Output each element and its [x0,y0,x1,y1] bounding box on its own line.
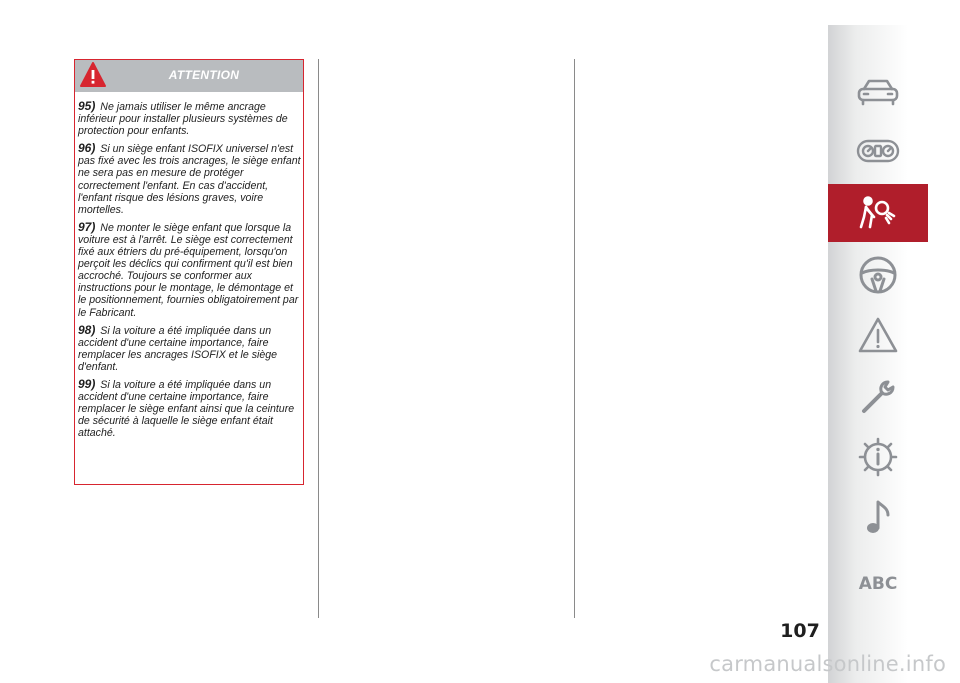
warning-item-text: Ne jamais utiliser le même ancrage inférieur pour installer plusieurs systèmes de protection pour enfants. [78,101,288,138]
warning-header [75,60,303,92]
warning-triangle-icon [857,316,899,354]
sidebar-item-driving[interactable] [828,246,928,304]
warning-item-text: Ne monter le siège enfant que lorsque la voiture est à l'arrêt. Le siège est correctement fixé aux étriers du pré-équipement, lorsqu'on perçoit les déclics qui confirment qu'il est bien accroché. Toujours se conformer aux instructions pour le montage, le démontage et le positionnement, fournies obligatoirement par le Fabricant. [78,221,299,319]
sidebar-item-index[interactable] [828,555,928,613]
warning-item-text: Si la voiture a été impliquée dans un accident d'une certaine importance, faire remplacer le siège enfant ainsi que la ceinture de sécurité à laquelle le siège enfant était attaché. [78,378,295,440]
chapter-sidebar [828,25,960,683]
warning-item-number: 96) [78,141,96,156]
sidebar-item-multimedia[interactable] [828,488,928,546]
warning-item [78,378,304,439]
sidebar-item-maintenance[interactable] [828,368,928,426]
dashboard-gauges-icon [856,138,900,164]
warning-item-number: 98) [78,322,96,337]
warning-item [78,324,304,373]
sidebar-item-emergency[interactable] [828,306,928,364]
warning-item-number: 97) [78,219,96,234]
warning-item-text: Si la voiture a été impliquée dans un accident d'une certaine importance, faire remplacer les ancrages ISOFIX et le siège d'enfant. [78,324,278,373]
page-number: 107 [780,620,820,642]
warning-item-number: 95) [78,99,96,113]
watermark: carmanualsonline.info [709,652,946,676]
warning-item [78,142,304,216]
column-divider [318,59,319,618]
gear-info-icon [857,436,899,478]
sidebar-item-vehicle[interactable] [828,63,928,121]
sidebar-item-technical-data[interactable] [828,428,928,486]
wrench-icon [858,377,898,417]
sidebar-item-dashboard[interactable] [828,122,928,180]
seatbelt-airbag-icon [858,195,898,231]
sidebar-item-safety[interactable] [828,184,928,242]
warning-item-number: 99) [78,376,96,391]
warning-item [78,100,304,137]
warning-item [78,221,304,319]
music-note-icon [863,497,893,537]
steering-wheel-icon [858,255,898,295]
car-icon [856,76,900,108]
index-abc-label: ABC [858,574,898,594]
warning-item-text: Si un siège enfant ISOFIX universel n'est pas fixé avec les trois ancrages, le siège enfant ne sera pas en mesure de protéger correctement l'enfant. En cas d'accident, l'enfant risque des lésions graves, voire mortelles. [78,143,301,216]
warning-title: ATTENTION [168,68,240,82]
column-divider [574,59,575,618]
warning-box [74,59,304,485]
warning-body [78,100,304,444]
